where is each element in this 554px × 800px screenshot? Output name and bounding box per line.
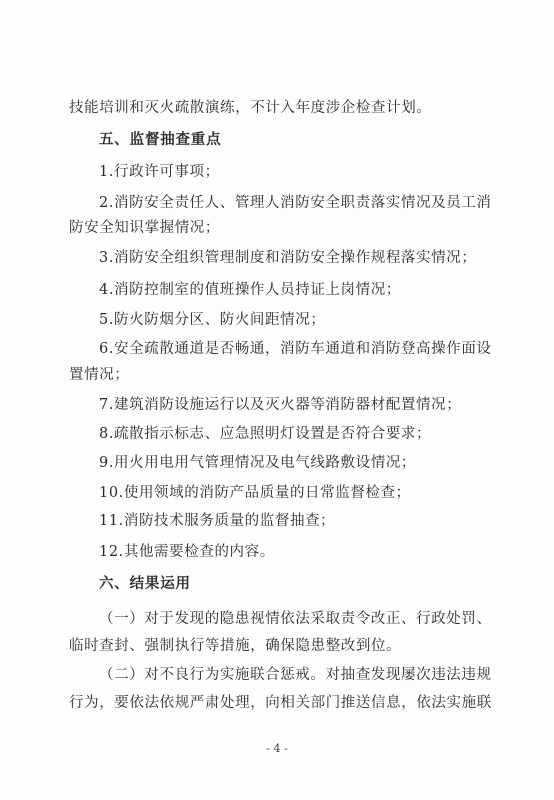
list-item: 6.安全疏散通道是否畅通，消防车通道和消防登高操作面设 [99,341,492,357]
list-item: 3.消防安全组织管理制度和消防安全操作规程落实情况； [99,250,477,266]
list-item: 2.消防安全责任人、管理人消防安全职责落实情况及员工消 [99,195,492,211]
list-item-continuation: 置情况； [69,367,130,383]
list-item-continuation: 防安全知识掌握情况； [69,220,220,236]
section-heading-five: 五、监督抽查重点 [99,132,222,148]
list-item: 5.防火防烟分区、防火间距情况； [99,312,326,328]
body-line: 技能培训和灭火疏散演练，不计入年度涉企检查计划。 [69,100,432,116]
paragraph-line: 行为，要依法依规严肃处理，向相关部门推送信息，依法实施联 [69,695,492,711]
page-number: - 4 - [266,742,288,755]
section-heading-six: 六、结果运用 [99,576,191,592]
list-item: 10.使用领域的消防产品质量的日常监督检查； [99,485,411,501]
list-item: 11.消防技术服务质量的监督抽查； [99,513,336,529]
list-item: 7.建筑消防设施运行以及灭火器等消防器材配置情况； [99,397,462,413]
list-item: 8.疏散指示标志、应急照明灯设置是否符合要求； [99,426,432,442]
paragraph-line: （一）对于发现的隐患视情依法采取责令改正、行政处罚、 [99,611,492,627]
list-item: 1.行政许可事项； [99,164,220,180]
paragraph-line: （二）对不良行为实施联合惩戒。对抽查发现屡次违法违规 [99,667,492,683]
list-item: 9.用火用电用气管理情况及电气线路敷设情况； [99,455,417,471]
list-item: 12.其他需要检查的内容。 [99,544,275,560]
list-item: 4.消防控制室的值班操作人员持证上岗情况； [99,282,401,298]
paragraph-line: 临时查封、强制执行等措施，确保隐患整改到位。 [69,638,402,654]
